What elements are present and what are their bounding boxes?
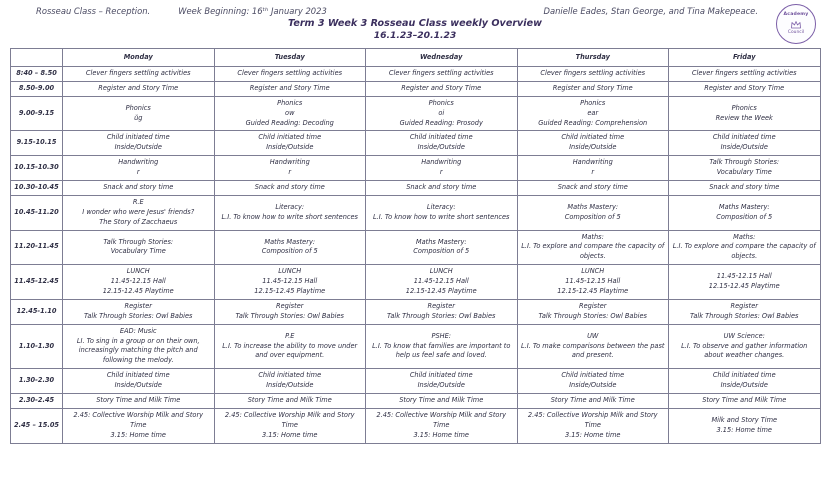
activity-line: Phonics [580,98,606,107]
activity-line: Register [579,301,607,310]
activity-line: Clever fingers settling activities [540,69,646,77]
activity-cell [214,230,366,265]
activity-line: Child initiated time [409,133,473,142]
activity-line: 3.15: Home time [413,430,469,439]
column-header-wednesday: Wednesday [366,49,518,67]
activity-line: r [591,168,595,177]
activity-line: Maths Mastery: [567,202,619,211]
table-row [11,394,821,409]
activity-line: Clever fingers settling activities [388,69,494,77]
activity-line: 12.15-12.45 Playtime [254,287,326,296]
activity-cell [669,408,821,443]
time-slot-label: 10.45-11.20 [11,195,63,230]
page-title [10,18,820,41]
activity-cell [517,96,669,131]
activity-cell [214,81,366,96]
week-beginning-label: Week Beginning: 16ᵗʰ January 2023 [178,6,327,16]
activity-cell [366,408,518,443]
weekly-timetable [10,48,821,444]
activity-cell [214,265,366,300]
table-header-row [11,49,821,67]
activity-line: Inside/Outside [569,143,617,152]
activity-line: 3.15: Home time [110,430,166,439]
activity-cell [517,131,669,156]
time-slot-label: 8:40 – 8.50 [11,67,63,82]
activity-cell [517,299,669,324]
activity-line: Child initiated time [106,133,170,142]
activity-cell [669,181,821,196]
activity-line: ŭg [134,113,143,122]
activity-line: Child initiated time [409,371,473,380]
table-row [11,408,821,443]
activity-line: Inside/Outside [720,381,768,390]
activity-cell [63,230,215,265]
activity-cell [214,394,366,409]
activity-cell [63,81,215,96]
activity-line: 2.45: Collective Worship Milk and Story Time [527,410,658,429]
table-body [11,67,821,444]
activity-line: Vocabulary Time [716,168,772,177]
activity-line: Register [730,301,758,310]
activity-line: The Story of Zacchaeus [99,217,178,226]
activity-line: Register and Story Time [401,83,482,92]
activity-cell [669,131,821,156]
activity-line: LI. To sing in a group or on their own, increasingly matching the pitch and following the melody. [76,336,200,365]
activity-cell [669,265,821,300]
time-slot-label: 11.45-12.45 [11,265,63,300]
activity-cell [669,67,821,82]
activity-line: Guided Reading: Decoding [245,118,334,127]
activity-line: 3.15: Home time [262,430,318,439]
activity-line: L.I. To observe and gather information about weather changes. [681,341,808,360]
column-header-monday: Monday [63,49,215,67]
table-row [11,181,821,196]
activity-cell [214,369,366,394]
activity-cell [669,324,821,369]
activity-line: 2.45: Collective Worship Milk and Story Time [224,410,355,429]
activity-line: R.E [132,197,144,206]
activity-line: Snack and story time [254,183,325,192]
activity-line: Review the Week [715,113,773,122]
activity-cell [63,67,215,82]
time-slot-label: 10.15-10.30 [11,156,63,181]
table-row [11,195,821,230]
activity-line: Inside/Outside [417,143,465,152]
activity-line: L.I. To make comparisons between the past and present. [521,341,665,360]
table-row [11,67,821,82]
activity-line: Inside/Outside [266,381,314,390]
activity-cell [366,131,518,156]
activity-line: Talk Through Stories: [709,158,780,167]
activity-cell [63,324,215,369]
table-row [11,265,821,300]
activity-line: Guided Reading: Comprehension [538,118,648,127]
activity-line: L.I. To know how to write short sentences [221,212,358,221]
activity-line: oi [438,108,445,117]
activity-cell [517,230,669,265]
activity-line: Handwriting [572,158,613,167]
activity-cell [669,369,821,394]
activity-cell [214,195,366,230]
activity-cell [517,81,669,96]
activity-cell [63,131,215,156]
activity-line: 12.15-12.45 Playtime [102,287,174,296]
staff-label: Danielle Eades, Stan George, and Tina Makepeace. [543,6,758,16]
activity-cell [63,181,215,196]
activity-cell [214,408,366,443]
activity-line: Talk Through Stories: Owl Babies [84,311,193,320]
activity-cell [366,67,518,82]
activity-cell [366,156,518,181]
activity-line: Story Time and Milk Time [550,396,635,405]
table-row [11,81,821,96]
activity-line: Talk Through Stories: Owl Babies [690,311,799,320]
activity-line: Register [276,301,304,310]
activity-line: L.I. To explore and compare the capacity of objects. [672,242,816,261]
activity-line: Child initiated time [106,371,170,380]
activity-line: 11.45-12.15 Hall [716,272,772,281]
activity-line: Register and Story Time [552,83,633,92]
activity-line: Talk Through Stories: Owl Babies [387,311,496,320]
activity-line: r [288,168,292,177]
activity-cell [63,369,215,394]
activity-line: UW [587,331,599,340]
activity-line: 11.45-12.15 Hall [262,277,318,286]
column-header-thursday: Thursday [517,49,669,67]
activity-line: 12.15-12.45 Playtime [405,287,477,296]
activity-line: Child initiated time [712,371,776,380]
activity-cell [214,156,366,181]
logo-line2: Council [787,29,805,35]
activity-line: EAD: Music [119,326,157,335]
activity-line: Clever fingers settling activities [237,69,343,77]
activity-line: Clever fingers settling activities [691,69,797,77]
time-slot-label: 8.50-9.00 [11,81,63,96]
activity-line: Register and Story Time [249,83,330,92]
logo-line1: Academy [783,11,809,17]
activity-line: Snack and story time [709,183,780,192]
activity-cell [517,195,669,230]
table-row [11,369,821,394]
activity-line: Inside/Outside [417,381,465,390]
activity-line: P.E [285,331,295,340]
activity-cell [366,96,518,131]
activity-line: UW Science: [723,331,765,340]
class-label: Rosseau Class – Reception. [36,6,151,16]
activity-line: 12.15-12.45 Playtime [708,282,780,291]
activity-line: Composition of 5 [413,247,470,256]
activity-cell [366,394,518,409]
activity-line: L.I. To know that families are important to help us feel safe and loved. [372,341,511,360]
activity-line: Phonics [731,103,757,112]
activity-line: L.I. To increase the ability to move under and over equipment. [222,341,358,360]
time-slot-label: 12.45-1.10 [11,299,63,324]
activity-cell [669,230,821,265]
logo-circle [776,4,816,44]
activity-line: Maths Mastery: [264,237,316,246]
activity-line: r [136,168,140,177]
page-title-main: Term 3 Week 3 Rosseau Class weekly Overview [288,18,542,29]
activity-line: Inside/Outside [114,143,162,152]
table-row [11,324,821,369]
activity-line: LUNCH [581,267,605,276]
activity-line: Clever fingers settling activities [85,69,191,77]
activity-line: 2.45: Collective Worship Milk and Story Time [376,410,507,429]
activity-cell [669,81,821,96]
activity-line: Story Time and Milk Time [702,396,787,405]
activity-cell [214,67,366,82]
activity-line: Maths: [733,232,756,241]
activity-cell [63,195,215,230]
activity-cell [63,408,215,443]
activity-cell [366,81,518,96]
activity-line: Milk and Story Time [711,415,778,424]
activity-line: Inside/Outside [114,381,162,390]
activity-line: Composition of 5 [716,212,773,221]
activity-line: Phonics [277,98,303,107]
activity-line: LUNCH [126,267,150,276]
activity-line: 12.15-12.45 Playtime [557,287,629,296]
activity-cell [366,230,518,265]
activity-line: 11.45-12.15 Hall [110,277,166,286]
activity-line: Handwriting [118,158,159,167]
activity-line: Inside/Outside [266,143,314,152]
activity-line: Story Time and Milk Time [399,396,484,405]
activity-line: Phonics [428,98,454,107]
page-title-dates: 16.1.23–20.1.23 [373,29,457,41]
activity-line: 11.45-12.15 Hall [565,277,621,286]
activity-line: Child initiated time [258,133,322,142]
activity-line: Guided Reading: Prosody [399,118,483,127]
activity-line: Maths Mastery: [415,237,467,246]
activity-line: Vocabulary Time [110,247,166,256]
activity-line: Inside/Outside [720,143,768,152]
crown-icon [790,19,802,31]
activity-line: Talk Through Stories: Owl Babies [538,311,647,320]
time-slot-label: 2.45 – 15.05 [11,408,63,443]
activity-cell [63,156,215,181]
time-slot-label: 1.30-2.30 [11,369,63,394]
activity-cell [366,299,518,324]
activity-line: Snack and story time [557,183,628,192]
table-row [11,230,821,265]
activity-cell [517,324,669,369]
activity-line: L.I. To explore and compare the capacity of objects. [521,242,665,261]
activity-cell [517,265,669,300]
table-row [11,156,821,181]
activity-line: LUNCH [429,267,453,276]
activity-line: 11.45-12.15 Hall [413,277,469,286]
activity-cell [63,265,215,300]
activity-line: Child initiated time [258,371,322,380]
activity-cell [63,394,215,409]
activity-line: Child initiated time [712,133,776,142]
time-slot-label: 10.30-10.45 [11,181,63,196]
activity-line: L.I. To know how to write short sentences [372,212,510,221]
activity-cell [366,181,518,196]
activity-line: Handwriting [421,158,462,167]
activity-line: ow [285,108,295,117]
activity-cell [517,369,669,394]
time-slot-label: 1.10-1.30 [11,324,63,369]
activity-cell [517,67,669,82]
activity-cell [517,408,669,443]
activity-cell [366,265,518,300]
activity-line: I wonder who were Jesus' friends? [82,207,195,216]
time-slot-label: 9.15-10.15 [11,131,63,156]
activity-line: 2.45: Collective Worship Milk and Story Time [73,410,204,429]
activity-cell [669,195,821,230]
table-row [11,131,821,156]
activity-line: Maths: [581,232,604,241]
activity-cell [669,394,821,409]
table-row [11,96,821,131]
time-slot-label: 9.00-9.15 [11,96,63,131]
activity-cell [669,96,821,131]
time-slot-label: 11.20-11.45 [11,230,63,265]
column-header-tuesday: Tuesday [214,49,366,67]
activity-line: Child initiated time [561,133,625,142]
activity-line: Phonics [125,103,151,112]
activity-line: Story Time and Milk Time [96,396,181,405]
activity-cell [669,299,821,324]
activity-line: Composition of 5 [261,247,318,256]
activity-line: PSHE: [431,331,451,340]
activity-line: Literacy: [275,202,305,211]
activity-cell [63,96,215,131]
activity-cell [214,299,366,324]
activity-line: Snack and story time [406,183,477,192]
activity-cell [517,156,669,181]
activity-cell [63,299,215,324]
activity-line: ear [587,108,599,117]
activity-cell [366,195,518,230]
corner-cell [11,49,63,67]
activity-cell [517,181,669,196]
activity-line: Register [124,301,152,310]
activity-line: 3.15: Home time [716,425,772,434]
activity-line: r [439,168,443,177]
activity-line: 3.15: Home time [565,430,621,439]
activity-line: Composition of 5 [564,212,621,221]
activity-line: Maths Mastery: [718,202,770,211]
page-header [10,6,820,46]
activity-line: Register and Story Time [704,83,785,92]
activity-line: Story Time and Milk Time [247,396,332,405]
time-slot-label: 2.30-2.45 [11,394,63,409]
table-row [11,299,821,324]
activity-cell [214,324,366,369]
activity-cell [669,156,821,181]
academy-logo [772,4,818,44]
activity-line: Literacy: [426,202,456,211]
activity-line: Handwriting [269,158,310,167]
activity-line: LUNCH [278,267,302,276]
activity-line: Register and Story Time [98,83,179,92]
activity-line: Talk Through Stories: [103,237,174,246]
activity-cell [366,369,518,394]
column-header-friday: Friday [669,49,821,67]
activity-cell [214,131,366,156]
activity-line: Snack and story time [103,183,174,192]
activity-line: Child initiated time [561,371,625,380]
activity-cell [214,181,366,196]
activity-line: Register [427,301,455,310]
activity-cell [214,96,366,131]
activity-cell [517,394,669,409]
activity-cell [366,324,518,369]
activity-line: Inside/Outside [569,381,617,390]
activity-line: Talk Through Stories: Owl Babies [235,311,344,320]
